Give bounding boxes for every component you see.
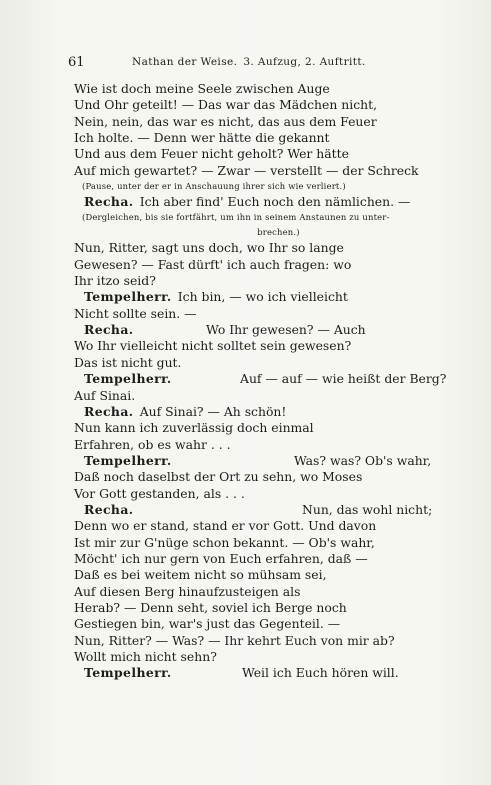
verse-line: Und Ohr geteilt! — Das war das Mädchen nicht,: [74, 97, 378, 113]
speech-text: Wo Ihr gewesen? — Auch: [206, 322, 366, 338]
running-title: [132, 56, 366, 68]
split-speech-line: [74, 371, 459, 387]
verse-line: Ihr itzo seid?: [74, 273, 156, 289]
verse-line: Herab? — Denn seht, soviel ich Berge noch: [74, 599, 347, 615]
speech-text: Was? was? Ob's wahr,: [294, 452, 432, 468]
speech-text: Ich aber find' Euch noch den nämlichen. —: [139, 194, 411, 210]
verse-line: Vor Gott gestanden, als . . .: [74, 485, 245, 501]
stage-direction-continued: brechen.): [257, 227, 300, 238]
split-speech-line: [74, 665, 459, 681]
speaker-name: Recha.: [84, 403, 134, 419]
speaker-name: Recha.: [84, 501, 134, 517]
page-number: 61: [68, 55, 85, 70]
split-speech-line: [74, 502, 459, 518]
verse-line: Nun kann ich zuverlässig doch einmal: [74, 420, 314, 436]
verse-line: Wo Ihr vielleicht nicht solltet sein gewesen?: [74, 338, 352, 354]
speech-text: Nun, das wohl nicht;: [302, 501, 433, 517]
verse-line: Nun, Ritter? — Was? — Ihr kehrt Euch von mir ab?: [74, 632, 395, 648]
split-speech-line: [74, 453, 459, 469]
speech-text: Auf — auf — wie heißt der Berg?: [240, 371, 447, 387]
speaker-name: Tempelherr.: [84, 289, 172, 305]
verse-line: Wie ist doch meine Seele zwischen Auge: [74, 81, 330, 96]
speaker-name: Tempelherr.: [84, 665, 172, 681]
speaker-name: Tempelherr.: [84, 452, 172, 468]
verse-line: Daß noch daselbst der Ort zu sehn, wo Moses: [74, 469, 363, 485]
play-text: [74, 81, 459, 682]
verse-line: Ist mir zur G'nüge schon bekannt. — Ob's wahr,: [74, 534, 375, 550]
running-title-act: 3. Aufzug, 2. Auftritt.: [243, 56, 366, 68]
verse-line: Daß es bei weitem nicht so mühsam sei,: [74, 567, 327, 583]
verse-line: Auf diesen Berg hinaufzusteigen als: [74, 583, 301, 599]
speaker-name: Recha.: [84, 194, 134, 210]
speech-line: [74, 194, 459, 210]
verse-line: Denn wo er stand, stand er vor Gott. Und davon: [74, 518, 377, 534]
split-speech-line: [74, 322, 459, 338]
verse-line: Nicht sollte sein. —: [74, 305, 197, 321]
page-header: [68, 56, 440, 72]
verse-line: Ich holte. — Denn wer hätte die gekannt: [74, 130, 330, 146]
verse-line: Möcht' ich nur gern von Euch erfahren, daß —: [74, 550, 368, 566]
stage-direction: (Pause, unter der er in Anschauung ihrer sich wie verliert.): [82, 181, 346, 192]
speech-text: Weil ich Euch hören will.: [242, 665, 399, 681]
verse-line: Gewesen? — Fast dürft' ich auch fragen: wo: [74, 256, 352, 272]
verse-line: Und aus dem Feuer nicht geholt? Wer hätte: [74, 146, 349, 162]
verse-line: Auf Sinai.: [74, 387, 136, 403]
running-title-book: Nathan der Weise.: [132, 56, 238, 68]
stage-direction: (Dergleichen, bis sie fortfährt, um ihn in seinem Anstaunen zu unter-: [82, 212, 390, 223]
verse-line: Das ist nicht gut.: [74, 354, 182, 370]
verse-line: Erfahren, ob es wahr . . .: [74, 436, 231, 452]
verse-line: Auf mich gewartet? — Zwar — verstellt — der Schreck: [74, 162, 419, 178]
verse-line: Gestiegen bin, war's just das Gegenteil. —: [74, 616, 341, 632]
verse-line: Wollt mich nicht sehn?: [74, 649, 217, 664]
speech-line: [74, 289, 459, 305]
verse-line: Nein, nein, das war es nicht, das aus dem Feuer: [74, 113, 377, 129]
speech-line: [74, 404, 459, 420]
verse-line: Nun, Ritter, sagt uns doch, wo Ihr so lange: [74, 240, 344, 256]
speech-text: Ich bin, — wo ich vielleicht: [177, 289, 348, 305]
speaker-name: Tempelherr.: [84, 371, 172, 387]
speaker-name: Recha.: [84, 322, 134, 338]
speech-text: Auf Sinai? — Ah schön!: [139, 403, 287, 419]
